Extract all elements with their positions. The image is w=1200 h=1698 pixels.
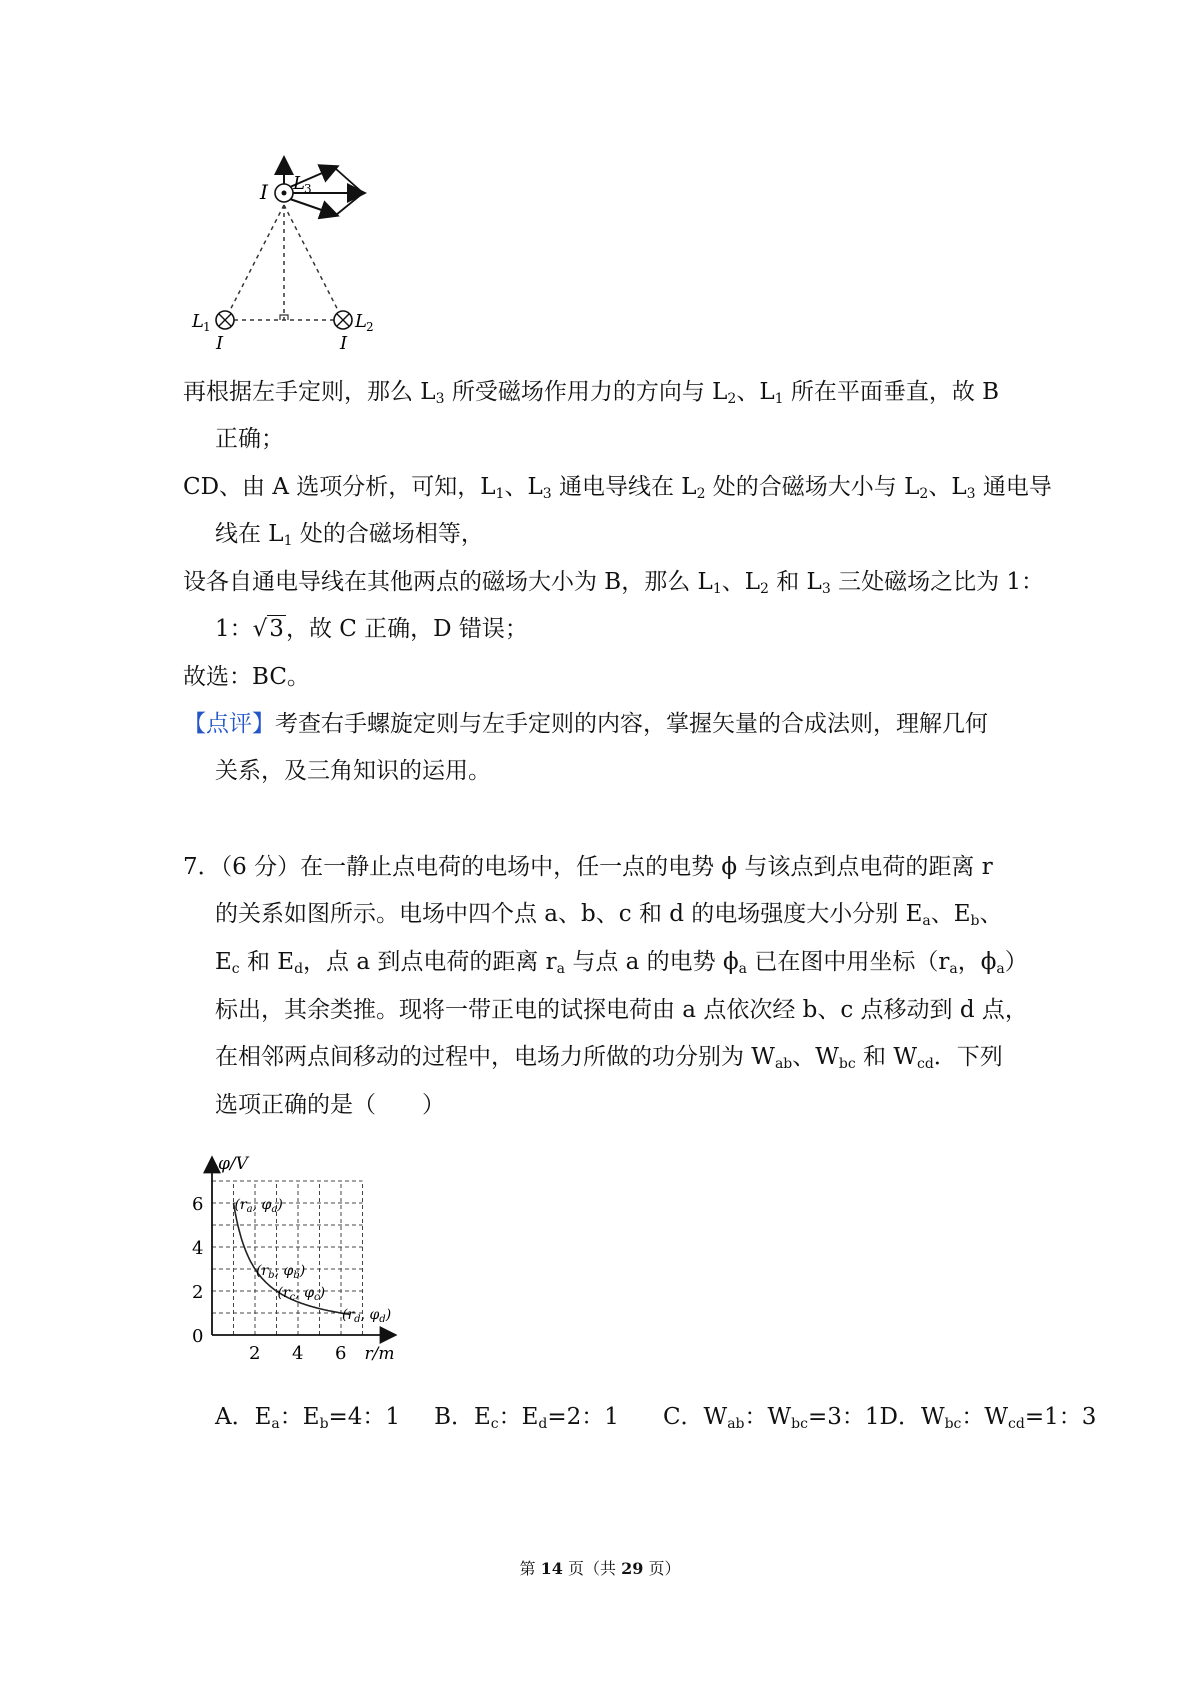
answer-line: 故选：BC。 — [183, 664, 310, 690]
dashed-edge-right — [284, 205, 343, 320]
label-right-i: I — [340, 333, 348, 354]
label-top-l: L — [293, 173, 305, 194]
question-line-4: 标出，其余类推。现将一带正电的试探电荷由 a 点依次经 b、c 点移动到 d 点， — [215, 997, 1028, 1023]
explanation-line-1: 再根据左手定则，那么 $L_3$ 所受磁场作用力的方向与 $L_2$、$L_1$ 所在平面垂直，故 B — [183, 379, 1000, 407]
options-line — [215, 1400, 1096, 1434]
y-tick-label: 2 — [192, 1282, 204, 1303]
question-line-6: 选项正确的是（ ） — [215, 1092, 445, 1118]
point-label: ($r_d$, $\varphi_d$) — [342, 1307, 392, 1325]
wire-force-diagram — [180, 155, 390, 355]
option-c[interactable]: C．$W_{ab}$：$W_{bc}=3$：1 — [662, 1404, 880, 1432]
sqrt-symbol: √3 — [252, 616, 284, 642]
explanation-line-3: CD、由 A 选项分析，可知，$L_1$、$L_3$ 通电导线在 $L_2$ 处的合磁场大小与 $L_2$、$L_3$ 通电导 — [183, 474, 1052, 502]
comment-tag: 【点评】 — [183, 711, 275, 737]
explanation-line-6: 1：√3，故 C 正确，D 错误； — [215, 612, 528, 646]
explanation-line-4: 线在 $L_1$ 处的合磁场相等， — [215, 521, 484, 549]
point-label: ($r_a$, $\varphi_a$) — [234, 1197, 283, 1215]
parallelogram-edge-upper — [336, 169, 363, 193]
label-left-l: L — [192, 311, 204, 332]
potential-distance-chart — [180, 1135, 440, 1375]
label-top-i: I — [260, 180, 268, 204]
comment-line-1: 【点评】考查右手螺旋定则与左手定则的内容，掌握矢量的合成法则，理解几何 — [183, 711, 988, 737]
y-axis-label: φ/V — [218, 1154, 248, 1174]
point-label: ($r_c$, $\varphi_c$) — [277, 1285, 326, 1303]
label-right-sub: 2 — [366, 320, 374, 334]
page-footer: 第 14 页（共 29 页） — [519, 1559, 681, 1578]
x-axis-label: r/m — [364, 1344, 395, 1364]
explanation-line-2: 正确； — [215, 426, 284, 452]
x-tick-label: 4 — [292, 1343, 304, 1364]
question-line-3: $E_c$ 和 $E_d$，点 a 到点电荷的距离 $r_a$ 与点 a 的电势 $\phi_a$ 已在图中用坐标（$r_a$，$\phi_a$） — [215, 949, 1028, 977]
label-left-i: I — [216, 333, 224, 354]
option-b[interactable]: B．$E_c$：$E_d=2$：1 — [434, 1404, 619, 1432]
question-line-5: 在相邻两点间移动的过程中，电场力所做的功分别为 $W_{ab}$、$W_{bc}$ 和 $W_{cd}$．下列 — [215, 1044, 1003, 1072]
dashed-edge-left — [225, 205, 284, 320]
question-line-2: 的关系如图所示。电场中四个点 a、b、c 和 d 的电场强度大小分别 $E_a$、$E_b$、 — [215, 901, 1003, 929]
comment-line-2: 关系，及三角知识的运用。 — [215, 758, 491, 784]
y-tick-label: 0 — [192, 1326, 204, 1347]
question-line-1: 7．（6 分）在一静止点电荷的电场中，任一点的电势 ϕ 与该点到点电荷的距离 r — [183, 854, 993, 880]
y-tick-label: 6 — [192, 1194, 204, 1215]
explanation-line-5: 设各自通电导线在其他两点的磁场大小为 B，那么 $L_1$、$L_2$ 和 $L_3$ 三处磁场之比为 1： — [183, 569, 1045, 597]
option-a[interactable]: A．$E_a$：$E_b=4$：1 — [215, 1404, 401, 1432]
x-tick-label: 2 — [249, 1343, 261, 1364]
page-number: 14 — [540, 1559, 563, 1578]
option-d[interactable]: D．$W_{bc}$：$W_{cd}=1$：3 — [879, 1404, 1097, 1432]
total-pages: 29 — [621, 1559, 644, 1578]
label-right-l: L — [355, 311, 367, 332]
y-tick-label: 4 — [192, 1238, 204, 1259]
point-label: ($r_b$, $\varphi_b$) — [256, 1263, 306, 1281]
label-top-sub: 3 — [304, 182, 312, 196]
label-left-sub: 1 — [203, 320, 211, 334]
parallelogram-edge-lower — [336, 193, 363, 215]
vector-arrow-lower — [290, 199, 336, 215]
x-tick-label: 6 — [335, 1343, 347, 1364]
